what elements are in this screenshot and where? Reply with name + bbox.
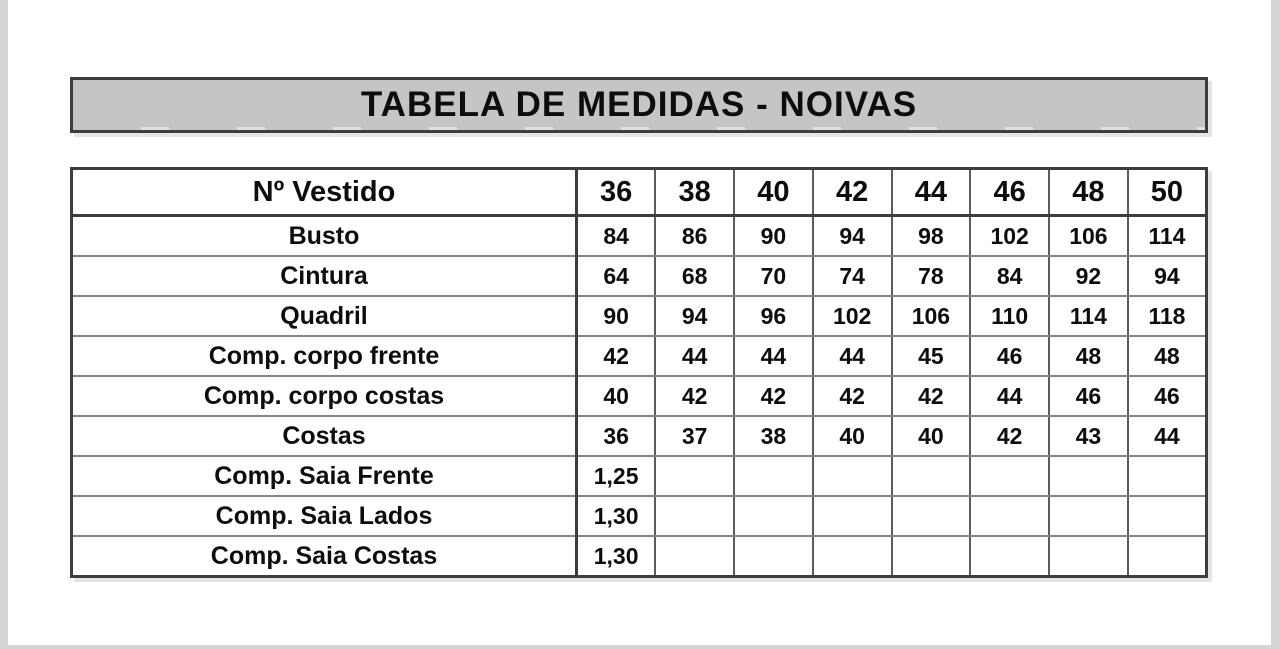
table-row: [72, 296, 1207, 336]
measurement-cell: 96: [734, 296, 813, 336]
measurement-cell: 94: [655, 296, 734, 336]
table-row: [72, 496, 1207, 536]
measurement-cell: 44: [970, 376, 1049, 416]
measurement-cell: 42: [813, 376, 892, 416]
measurement-cell: 44: [655, 336, 734, 376]
measurement-cell: 43: [1049, 416, 1128, 456]
measurement-cell: 1,30: [577, 496, 656, 536]
size-column-header: 48: [1049, 169, 1128, 216]
measurement-cell: 102: [970, 216, 1049, 257]
measurement-cell: 84: [577, 216, 656, 257]
measurement-cell: 42: [892, 376, 971, 416]
measurement-cell: 86: [655, 216, 734, 257]
row-label: Busto: [72, 216, 577, 257]
measurement-cell: 68: [655, 256, 734, 296]
measurement-cell: 44: [734, 336, 813, 376]
table-row: [72, 536, 1207, 577]
measurement-cell: 42: [655, 376, 734, 416]
row-label: Quadril: [72, 296, 577, 336]
measurement-cell: [1049, 536, 1128, 577]
measurement-cell: 45: [892, 336, 971, 376]
row-label: Costas: [72, 416, 577, 456]
measurement-cell: [734, 456, 813, 496]
row-label: Comp. Saia Lados: [72, 496, 577, 536]
measurement-cell: [813, 536, 892, 577]
measurement-cell: 36: [577, 416, 656, 456]
measurement-cell: [1128, 496, 1207, 536]
measurement-cell: 46: [1049, 376, 1128, 416]
measurement-cell: 1,25: [577, 456, 656, 496]
measurement-cell: 44: [813, 336, 892, 376]
measurement-cell: [892, 496, 971, 536]
measurement-cell: 42: [970, 416, 1049, 456]
measurement-cell: 40: [813, 416, 892, 456]
table-row: [72, 376, 1207, 416]
measurement-cell: 102: [813, 296, 892, 336]
measurement-cell: 46: [970, 336, 1049, 376]
measurement-cell: 38: [734, 416, 813, 456]
measurement-cell: 114: [1049, 296, 1128, 336]
measurement-cell: 118: [1128, 296, 1207, 336]
measurement-cell: 74: [813, 256, 892, 296]
measurement-cell: 48: [1049, 336, 1128, 376]
table-row: [72, 456, 1207, 496]
measurement-cell: [813, 496, 892, 536]
size-column-header: 46: [970, 169, 1049, 216]
measurement-cell: 106: [1049, 216, 1128, 257]
measurement-cell: 106: [892, 296, 971, 336]
measurement-cell: 90: [734, 216, 813, 257]
table-title-bar: [70, 77, 1208, 133]
table-row: [72, 256, 1207, 296]
measurement-cell: 90: [577, 296, 656, 336]
page-title: TABELA DE MEDIDAS - NOIVAS: [360, 85, 918, 124]
measurement-cell: [1128, 536, 1207, 577]
measurement-cell: 92: [1049, 256, 1128, 296]
measurement-cell: [970, 536, 1049, 577]
measurement-cell: [655, 536, 734, 577]
size-column-header: 50: [1128, 169, 1207, 216]
measurement-cell: 40: [892, 416, 971, 456]
measurement-cell: 44: [1128, 416, 1207, 456]
measurement-cell: [892, 536, 971, 577]
measurement-cell: 37: [655, 416, 734, 456]
measurement-cell: 70: [734, 256, 813, 296]
row-label: Comp. Saia Costas: [72, 536, 577, 577]
table-row: [72, 416, 1207, 456]
row-label: Comp. Saia Frente: [72, 456, 577, 496]
measurement-cell: 84: [970, 256, 1049, 296]
measurement-cell: [734, 496, 813, 536]
header-dress-number: Nº Vestido: [72, 169, 577, 216]
measurement-cell: 42: [734, 376, 813, 416]
size-column-header: 44: [892, 169, 971, 216]
size-column-header: 38: [655, 169, 734, 216]
measurement-cell: 110: [970, 296, 1049, 336]
measurement-cell: 78: [892, 256, 971, 296]
measurement-cell: [734, 536, 813, 577]
measurement-cell: 64: [577, 256, 656, 296]
photo-edge-right: [1271, 0, 1280, 649]
measurement-cell: [970, 456, 1049, 496]
measurement-cell: [1049, 456, 1128, 496]
header-row: [72, 169, 1207, 216]
row-label: Cintura: [72, 256, 577, 296]
measurement-cell: [892, 456, 971, 496]
measurement-cell: 94: [1128, 256, 1207, 296]
measurement-cell: 98: [892, 216, 971, 257]
measurement-cell: [970, 496, 1049, 536]
size-column-header: 36: [577, 169, 656, 216]
measurement-cell: [655, 456, 734, 496]
measurement-cell: 94: [813, 216, 892, 257]
measurement-cell: [655, 496, 734, 536]
table-row: [72, 216, 1207, 257]
measurement-cell: [813, 456, 892, 496]
table-row: [72, 336, 1207, 376]
measurements-table: [70, 167, 1208, 578]
measurement-cell: 40: [577, 376, 656, 416]
size-column-header: 40: [734, 169, 813, 216]
measurement-cell: 114: [1128, 216, 1207, 257]
measurement-cell: 1,30: [577, 536, 656, 577]
measurement-cell: 48: [1128, 336, 1207, 376]
measurement-cell: 42: [577, 336, 656, 376]
row-label: Comp. corpo frente: [72, 336, 577, 376]
photo-edge-bottom: [0, 645, 1280, 649]
row-label: Comp. corpo costas: [72, 376, 577, 416]
measurement-cell: 46: [1128, 376, 1207, 416]
measurement-cell: [1049, 496, 1128, 536]
photo-edge-left: [0, 0, 8, 649]
size-column-header: 42: [813, 169, 892, 216]
measurement-cell: [1128, 456, 1207, 496]
